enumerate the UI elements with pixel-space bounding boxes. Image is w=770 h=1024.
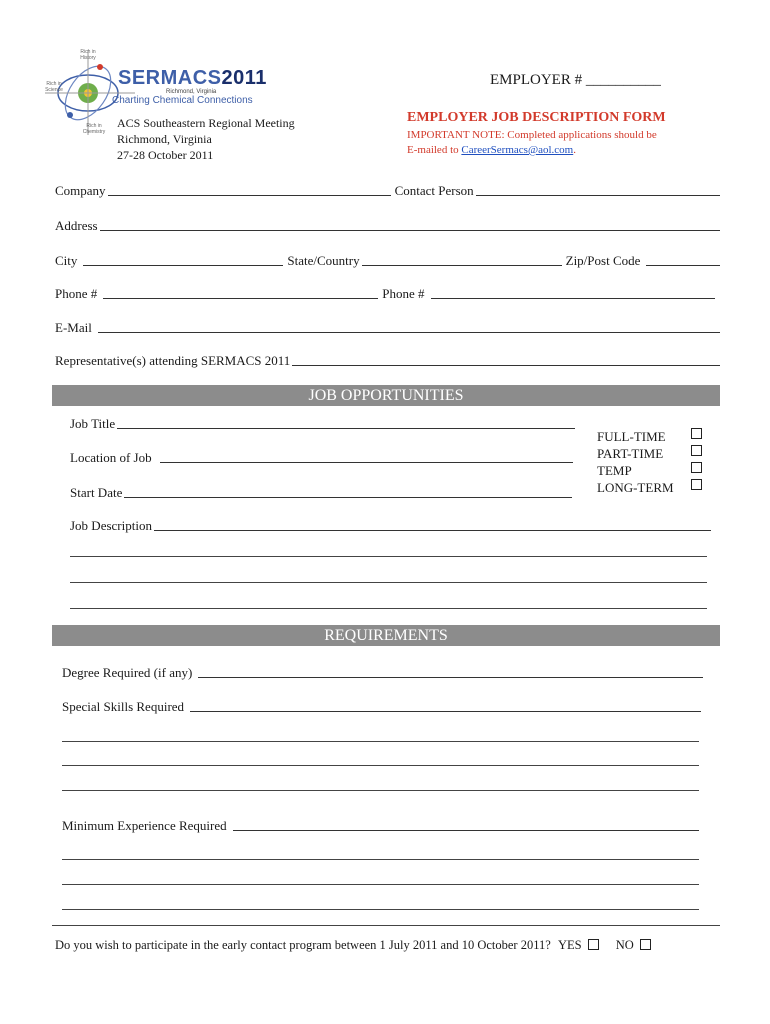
contact-label: Contact Person xyxy=(394,183,474,198)
meeting-info xyxy=(117,115,295,163)
job-location-field[interactable] xyxy=(160,461,573,463)
experience-line[interactable] xyxy=(62,858,699,860)
logo-tagline: Charting Chemical Connections xyxy=(112,95,253,106)
email-field[interactable] xyxy=(98,331,720,333)
zip-field[interactable] xyxy=(646,264,720,266)
job-description-line[interactable] xyxy=(70,581,707,583)
early-contact-row xyxy=(55,938,651,953)
job-description-label: Job Description xyxy=(70,518,152,533)
email-link[interactable]: CareerSermacs@aol.com xyxy=(461,144,574,156)
job-opportunities-header: JOB OPPORTUNITIES xyxy=(52,385,720,406)
skills-label: Special Skills Required xyxy=(62,699,185,714)
part-time-checkbox[interactable] xyxy=(691,445,702,456)
contact-field[interactable] xyxy=(476,194,720,196)
degree-row xyxy=(62,665,703,681)
part-time-option[interactable] xyxy=(597,445,702,462)
start-date-row xyxy=(70,485,572,501)
state-label: State/Country xyxy=(287,253,360,268)
job-description-line[interactable] xyxy=(70,555,707,557)
zip-label: Zip/Post Code xyxy=(565,253,641,268)
experience-line[interactable] xyxy=(62,883,699,885)
experience-row xyxy=(62,818,699,834)
compass-top-label: Rich in History xyxy=(80,49,96,61)
requirements-header: REQUIREMENTS xyxy=(52,625,720,646)
early-contact-question: Do you wish to participate in the early contact program between 1 July 2011 and 10 October 2011? xyxy=(55,938,551,952)
logo-city: Richmond, Virginia xyxy=(166,89,217,95)
reps-label: Representative(s) attending SERMACS 2011 xyxy=(55,353,291,368)
email-label: E-Mail xyxy=(55,320,92,335)
job-type-options xyxy=(597,428,702,496)
city-field[interactable] xyxy=(83,264,283,266)
compass-left-label: Rich in Science xyxy=(45,81,63,93)
reps-field[interactable] xyxy=(292,364,720,366)
yes-label: YES xyxy=(557,938,582,952)
address-label: Address xyxy=(55,218,98,233)
note-period: . xyxy=(573,144,576,156)
experience-label: Minimum Experience Required xyxy=(62,818,227,833)
experience-line[interactable] xyxy=(62,908,699,910)
skills-line[interactable] xyxy=(62,764,699,766)
city-row xyxy=(55,253,720,269)
important-note xyxy=(407,128,657,158)
start-date-field[interactable] xyxy=(124,496,572,498)
degree-field[interactable] xyxy=(198,676,703,678)
job-location-label: Location of Job xyxy=(70,450,152,465)
temp-label: TEMP xyxy=(597,463,632,478)
company-label: Company xyxy=(55,183,106,198)
form-title: EMPLOYER JOB DESCRIPTION FORM xyxy=(407,110,666,125)
full-time-label: FULL-TIME xyxy=(597,429,666,444)
meeting-dates: 27-28 October 2011 xyxy=(117,148,214,162)
job-title-row xyxy=(70,416,575,432)
phone-label-1: Phone # xyxy=(55,286,98,301)
company-row xyxy=(55,183,720,199)
company-field[interactable] xyxy=(108,194,391,196)
compass-bottom-label: Rich in Chemistry xyxy=(82,123,106,135)
full-time-option[interactable] xyxy=(597,428,702,445)
skills-row xyxy=(62,699,701,715)
long-term-checkbox[interactable] xyxy=(691,479,702,490)
job-description-field[interactable] xyxy=(154,529,711,531)
experience-field[interactable] xyxy=(233,829,699,831)
meeting-location: Richmond, Virginia xyxy=(117,132,212,146)
address-row xyxy=(55,218,720,234)
job-title-field[interactable] xyxy=(117,427,575,429)
skills-field[interactable] xyxy=(190,710,701,712)
job-description-line[interactable] xyxy=(70,607,707,609)
phone-label-2: Phone # xyxy=(382,286,425,301)
long-term-option[interactable] xyxy=(597,479,702,496)
part-time-label: PART-TIME xyxy=(597,446,664,461)
state-field[interactable] xyxy=(362,264,562,266)
note-line-1: IMPORTANT NOTE: Completed applications should be xyxy=(407,129,657,141)
reps-row xyxy=(55,353,720,369)
job-title-label: Job Title xyxy=(70,416,116,431)
job-location-row xyxy=(70,450,573,466)
phone-field-1[interactable] xyxy=(103,297,378,299)
start-date-label: Start Date xyxy=(70,485,123,500)
job-description-row xyxy=(70,518,711,534)
note-line-2: E-mailed to xyxy=(407,144,462,156)
yes-checkbox[interactable] xyxy=(588,939,599,950)
no-checkbox[interactable] xyxy=(640,939,651,950)
phone-row xyxy=(55,286,715,302)
long-term-label: LONG-TERM xyxy=(597,480,674,495)
temp-checkbox[interactable] xyxy=(691,462,702,473)
temp-option[interactable] xyxy=(597,462,702,479)
city-label: City xyxy=(55,253,78,268)
degree-label: Degree Required (if any) xyxy=(62,665,193,680)
full-time-checkbox[interactable] xyxy=(691,428,702,439)
meeting-name: ACS Southeastern Regional Meeting xyxy=(117,116,295,130)
no-label: NO xyxy=(615,938,634,952)
email-row xyxy=(55,320,720,336)
phone-field-2[interactable] xyxy=(431,297,716,299)
address-field[interactable] xyxy=(100,229,720,231)
skills-line[interactable] xyxy=(62,789,699,791)
skills-line[interactable] xyxy=(62,740,699,742)
employer-number: EMPLOYER # __________ xyxy=(490,72,661,88)
logo-wordmark: SERMACS2011 xyxy=(118,67,267,89)
divider xyxy=(52,925,720,926)
